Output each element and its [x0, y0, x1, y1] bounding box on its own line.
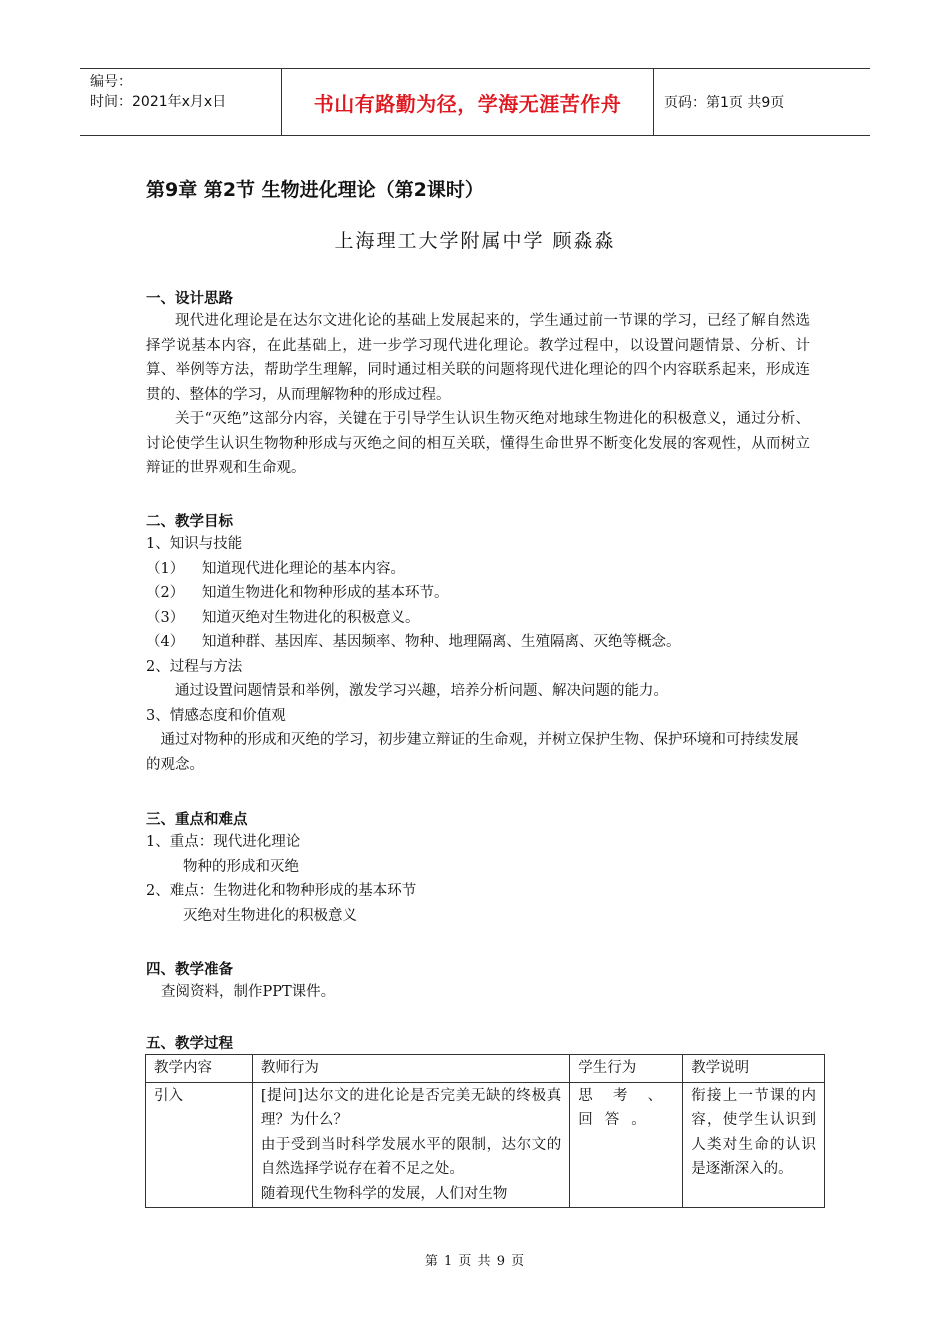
goals-sub-attitude: 3、情感态度和价值观 — [146, 707, 286, 724]
goals-sub-process: 2、过程与方法 — [146, 658, 243, 675]
table-header-cell: 教学内容 — [146, 1055, 253, 1083]
table-cell-content: 引入 — [146, 1082, 253, 1208]
difficulty-label: 2、难点：生物进化和物种形成的基本环节 — [146, 883, 417, 899]
header-meta — [80, 69, 282, 135]
design-paragraph-2: 关于“灭绝”这部分内容，关键在于引导学生认识生物灭绝对地球生物进化的积极意义，通过分析、讨论使学生认识生物物种形成与灭绝之间的相互关联，懂得生命世界不断变化发展的客观性，从而树立辩证的世界观和生命观。 — [146, 411, 810, 476]
document-time-label: 时间：2021年x月x日 — [90, 94, 227, 110]
goal-item-number: （4） — [146, 634, 185, 650]
goals-attitude-text: 通过对物种的形成和灭绝的学习，初步建立辩证的生命观，并树立保护生物、保护环境和可持续发展的观念。 — [146, 732, 799, 773]
teaching-process-table — [145, 1054, 825, 1208]
table-header-cell: 教学说明 — [683, 1055, 825, 1083]
teacher-question: [提问]达尔文的进化论是否完美无缺的终极真理？为什么？ — [260, 1087, 562, 1128]
key-point-extra: 物种的形成和灭绝 — [183, 858, 299, 875]
section-goals-body — [146, 532, 810, 777]
section-heading-design: 一、设计思路 — [146, 291, 233, 307]
header-motto: 书山有路勤为径，学海无涯苦作舟 — [282, 69, 654, 135]
table-cell-student: 思考、回答。 — [570, 1082, 683, 1208]
design-paragraph-1: 现代进化理论是在达尔文进化论的基础上发展起来的，学生通过前一节课的学习，已经了解自然选择学说基本内容，在此基础上，进一步学习现代进化理论。教学过程中，以设置问题情景、分析、计算、举例等方法，帮助学生理解，同时通过相关联的问题将现代进化理论的四个内容联系起来，形成连贯的、整体的学习，从而理解物种的形成过程。 — [146, 313, 810, 403]
section-heading-preparation: 四、教学准备 — [146, 962, 233, 978]
goal-item-number: （1） — [146, 560, 185, 577]
goal-item — [146, 581, 810, 606]
goal-item-text: 知道灭绝对生物进化的积极意义。 — [202, 609, 420, 626]
teacher-explanation: 由于受到当时科学发展水平的限制，达尔文的自然选择学说存在着不足之处。 — [260, 1136, 562, 1177]
section-key-points-body — [146, 830, 810, 928]
section-heading-goals: 二、教学目标 — [146, 514, 233, 530]
table-cell-teacher — [252, 1082, 569, 1208]
page-footer: 第 1 页 共 9 页 — [424, 1254, 526, 1269]
table-row — [146, 1082, 825, 1208]
goal-item-text: 知道生物进化和物种形成的基本环节。 — [202, 585, 449, 601]
table-cell-note: 衔接上一节课的内容，使学生认识到人类对生命的认识是逐渐深入的。 — [683, 1082, 825, 1208]
goal-item — [146, 630, 810, 655]
goal-item — [146, 557, 810, 582]
key-point-label: 1、重点：现代进化理论 — [146, 834, 301, 850]
difficulty-extra: 灭绝对生物进化的积极意义 — [183, 907, 357, 924]
goal-item-text: 知道现代进化理论的基本内容。 — [202, 560, 405, 577]
goal-item-number: （2） — [146, 585, 185, 601]
page-header — [80, 68, 870, 136]
section-heading-key-points: 三、重点和难点 — [146, 812, 248, 828]
goals-process-text: 通过设置问题情景和举例，激发学习兴趣，培养分析问题、解决问题的能力。 — [175, 683, 668, 699]
document-author: 上海理工大学附属中学 顾淼淼 — [334, 230, 616, 252]
document-number-label: 编号： — [90, 74, 132, 90]
document-title: 第9章 第2节 生物进化理论（第2课时） — [146, 179, 484, 201]
header-page-label: 页码：第1页 共9页 — [664, 95, 785, 111]
teacher-continuation: 随着现代生物科学的发展，人们对生物 — [260, 1185, 508, 1202]
section-design-body — [146, 309, 810, 481]
table-header-cell: 学生行为 — [570, 1055, 683, 1083]
goal-item-number: （3） — [146, 609, 185, 626]
table-header-row — [146, 1055, 825, 1083]
section-heading-process: 五、教学过程 — [146, 1036, 233, 1052]
goal-item — [146, 606, 810, 631]
goals-sub-knowledge: 1、知识与技能 — [146, 536, 243, 552]
goal-item-text: 知道种群、基因库、基因频率、物种、地理隔离、生殖隔离、灭绝等概念。 — [202, 634, 681, 650]
table-header-cell: 教师行为 — [252, 1055, 569, 1083]
preparation-text: 查阅资料，制作PPT课件。 — [161, 984, 336, 1000]
